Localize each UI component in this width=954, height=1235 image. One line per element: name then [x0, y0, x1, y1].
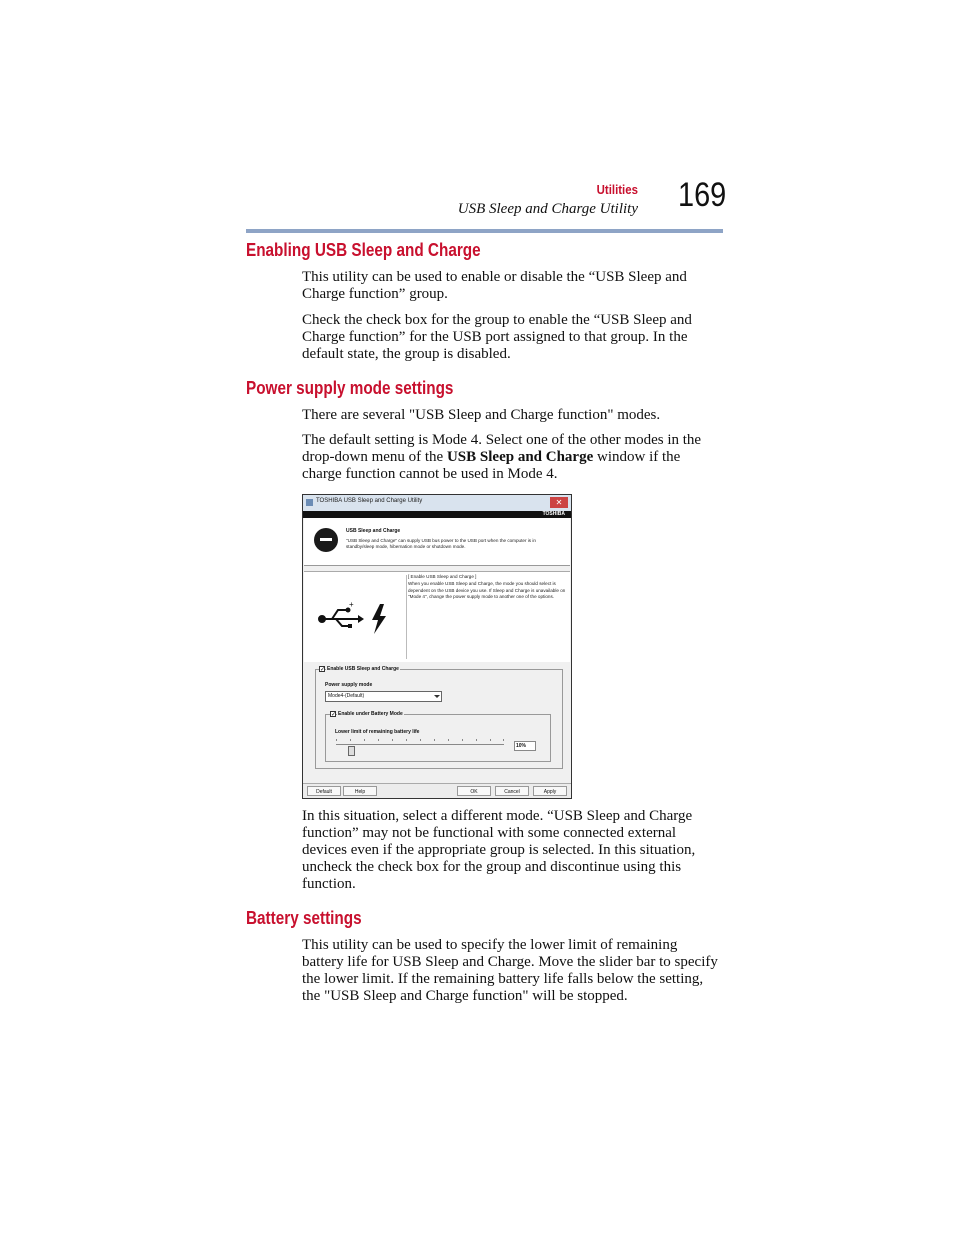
- window-title: TOSHIBA USB Sleep and Charge Utility: [316, 498, 423, 504]
- brand-bar: [303, 511, 571, 518]
- running-header-subsection: USB Sleep and Charge Utility: [457, 201, 638, 217]
- svg-text:+: +: [349, 602, 354, 609]
- usb-sleep-charge-window-screenshot: [302, 494, 572, 799]
- battery-limit-label: Lower limit of remaining battery life: [335, 729, 420, 735]
- header-rule: [246, 229, 723, 233]
- slider-ticks: [336, 739, 504, 742]
- bold-window-name: USB Sleep and Charge: [446, 449, 594, 465]
- close-icon[interactable]: ✕: [550, 497, 568, 508]
- battery-mode-group-box: [325, 714, 551, 762]
- brand-logo: TOSHIBA: [542, 511, 565, 517]
- enable-usb-sleep-charge-label: Enable USB Sleep and Charge: [327, 666, 399, 672]
- paragraph: There are several "USB Sleep and Charge function" modes.: [302, 407, 661, 423]
- paragraph: This utility can be used to specify the lower limit of remaining battery life for USB Sleep and Charge. Move the slider bar to specify the lower limit. If the remaining battery life falls below the setting, the "USB Sleep and Charge function" will be stopped.: [302, 937, 718, 1004]
- usb-charge-icon: [318, 602, 398, 636]
- cancel-button[interactable]: Cancel: [495, 786, 529, 796]
- battery-limit-slider-track[interactable]: [336, 744, 504, 745]
- button-bar: [303, 783, 571, 798]
- text-run: window if the charge function cannot be used in Mode 4.: [302, 449, 681, 482]
- paragraph-default-mode: [302, 432, 722, 483]
- battery-limit-slider-handle[interactable]: [348, 746, 355, 756]
- apply-button[interactable]: Apply: [533, 786, 567, 796]
- page-number: 169: [678, 176, 727, 214]
- default-button[interactable]: Default: [307, 786, 341, 796]
- heading-power-supply-mode-settings: Power supply mode settings: [246, 378, 454, 398]
- ok-button[interactable]: OK: [457, 786, 491, 796]
- enable-battery-mode-label: Enable under Battery Mode: [338, 711, 403, 717]
- usb-plug-icon: [314, 528, 338, 552]
- info-title: USB Sleep and Charge: [346, 528, 401, 534]
- pane-divider: [406, 575, 407, 659]
- enable-battery-mode-checkbox[interactable]: ✓: [331, 712, 337, 718]
- paragraph: In this situation, select a different mode. “USB Sleep and Charge function” may not be functional with some connected external devices even if the appropriate group is selected. In this situation, uncheck the check box for the group and discontinue using this function.: [302, 808, 696, 892]
- power-supply-mode-label: Power supply mode: [325, 682, 373, 688]
- info-text: "USB Sleep and Charge" can supply USB bus power to the USB port when the computer is in standby/sleep mode, hibernation mode or shutdown mode.: [346, 538, 536, 549]
- help-button[interactable]: Help: [343, 786, 377, 796]
- power-supply-mode-value: Mode4-(Default): [328, 693, 365, 699]
- enable-usb-sleep-charge-checkbox[interactable]: ✓: [320, 667, 326, 673]
- description-text: When you enable USB Sleep and Charge, the mode you should select is dependent on the USB device you use. If Sleep and Charge is unavailable on "Mode 4", change the power supply mode to another one of the options.: [408, 580, 566, 600]
- running-header-section: Utilities: [596, 182, 638, 197]
- battery-limit-value: 10%: [514, 741, 536, 751]
- chevron-down-icon: [434, 695, 440, 698]
- paragraph: This utility can be used to enable or disable the “USB Sleep and Charge function” group.: [302, 269, 687, 302]
- description-title: [ Enable USB Sleep and Charge ]: [408, 574, 477, 579]
- info-banner: [304, 518, 570, 566]
- power-supply-mode-dropdown[interactable]: [325, 691, 442, 702]
- paragraph: Check the check box for the group to enable the “USB Sleep and Charge function” for the USB port assigned to that group. In the default state, the group is disabled.: [302, 312, 692, 362]
- heading-battery-settings: Battery settings: [246, 908, 362, 928]
- window-titlebar: [303, 495, 571, 512]
- mode-description: [408, 574, 568, 601]
- app-icon: [306, 499, 313, 506]
- description-pane: [304, 571, 570, 662]
- text-run: The default setting is Mode 4. Select one of the other modes in the drop-down menu of the: [302, 432, 702, 465]
- heading-enabling-usb-sleep-and-charge: Enabling USB Sleep and Charge: [246, 240, 481, 260]
